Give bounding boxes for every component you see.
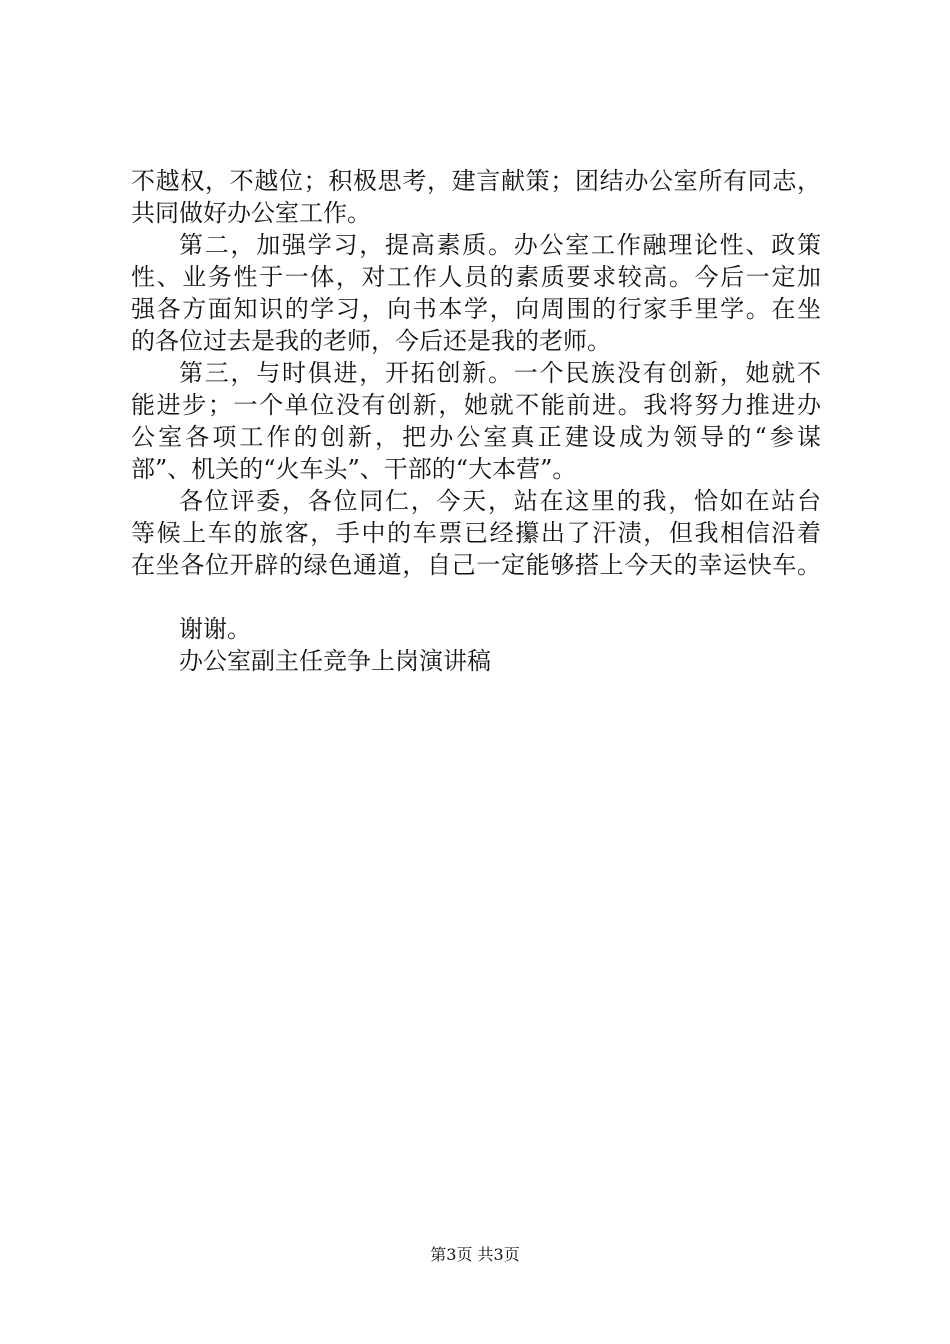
text-line: 不越权，不越位；积极思考，建言献策；团结办公室所有同志， [131,167,821,195]
document-title-note: 办公室副主任竞争上岗演讲稿 [179,647,491,675]
paragraph-start-line: 第二，加强学习，提高素质。办公室工作融理论性、政策 [179,231,821,259]
text-line: 能进步；一个单位没有创新，她就不能前进。我将努力推进办 [131,391,821,419]
text-line: 公室各项工作的创新，把办公室真正建设成为领导的“参谋 [131,423,821,451]
paragraph-start-line: 各位评委，各位同仁，今天，站在这里的我，恰如在站台 [179,487,821,515]
page-number-footer: 第3页 共3页 [430,1245,520,1264]
closing-thanks: 谢谢。 [179,615,251,643]
blank-line [131,581,821,613]
document-body [131,165,821,677]
text-line: 等候上车的旅客，手中的车票已经攥出了汗渍，但我相信沿着 [131,519,821,547]
text-line: 性、业务性于一体，对工作人员的素质要求较高。今后一定加 [131,263,821,291]
text-line: 部”、机关的“火车头”、干部的“大本营”。 [131,455,577,483]
text-line: 在坐各位开辟的绿色通道，自己一定能够搭上今天的幸运快车。 [131,551,821,579]
text-line: 共同做好办公室工作。 [131,199,371,227]
text-line: 强各方面知识的学习，向书本学，向周围的行家手里学。在坐 [131,295,821,323]
paragraph-start-line: 第三，与时俱进，开拓创新。一个民族没有创新，她就不 [179,359,821,387]
text-line: 的各位过去是我的老师，今后还是我的老师。 [131,327,611,355]
